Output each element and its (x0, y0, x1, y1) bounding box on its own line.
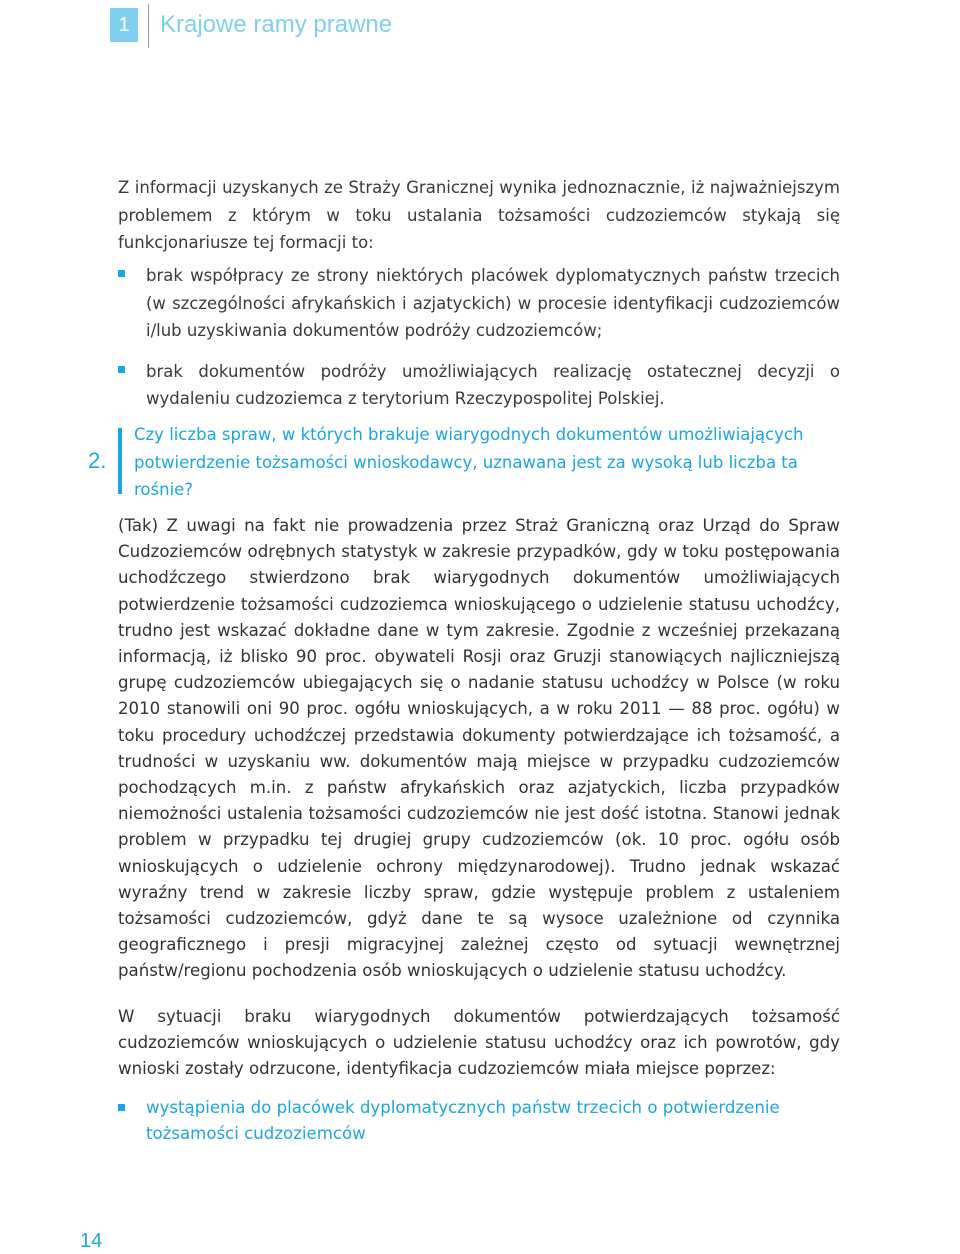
question-rule (118, 428, 122, 494)
question-text: Czy liczba spraw, w których brakuje wiarygodnych dokumentów umożliwiających potwierdzenie tożsamości wnioskodawcy, uznawana jest za wysoką lub liczba ta rośnie? (134, 425, 804, 499)
answer-paragraph: (Tak) Z uwagi na fakt nie prowadzenia przez Straż Graniczną oraz Urząd do Spraw Cudzoziemców odrębnych statystyk w zakresie przypadków, gdy w toku postępowania uchodźczego stwierdzono brak wiarygodnych dokumentów umożliwiających potwierdzenie tożsamości cudzoziemca wnioskującego o udzielenie statusu uchodźcy, trudno jest wskazać dokładne dane w tym zakresie. Zgodnie z wcześniej przekazaną informacją, iż blisko 90 proc. obywateli Rosji oraz Gruzji stanowiących najliczniejszą grupę cudzoziemców ubiegających się o nadanie statusu uchodźcy w Polsce (w roku 2010 stanowili oni 90 proc. ogółu wnioskujących, a w roku 2011 — 88 proc. ogółu) w toku procedury uchodźczej przedstawia dokumenty potwierdzające ich tożsamość, a trudności w uzyskaniu ww. dokumentów mają miejsce w przypadku cudzoziemców pochodzących m.in. z państw afrykańskich oraz azjatyckich, liczba przypadków niemożności ustalenia tożsamości cudzoziemców nie jest dość istotna. Stanowi jednak problem w przypadku tej drugiej grupy cudzoziemców (ok. 10 proc. ogółu osób wnioskujących o udzielenie ochrony międzynarodowej). Trudno jednak wskazać wyraźny trend w zakresie liczby spraw, gdzie występuje problem z ustaleniem tożsamości cudzoziemców, gdyż dane te są wysoce uzależnione od czynnika geograficznego i presji migracyjnej zależnej często od sytuacji wewnętrznej państw/regionu pochodzenia osób wnioskujących o udzielenie statusu uchodźcy. (118, 516, 840, 981)
bullet-square-icon (118, 366, 125, 373)
header-divider (148, 4, 149, 48)
chapter-number-badge: 1 (110, 8, 138, 42)
intro-paragraph: Z informacji uzyskanych ze Straży Granicznej wynika jednoznacznie, iż najważniejszym problemem z którym w toku ustalania tożsamości cudzoziemców stykają się funkcjonariusze tej formacji to: (118, 178, 840, 252)
bullet-list (118, 262, 840, 413)
chapter-title: Krajowe ramy prawne (160, 11, 393, 38)
page-number: 14 (80, 1230, 103, 1252)
highlighted-list-item (118, 1095, 840, 1147)
list-item (118, 262, 840, 345)
bullet-square-icon (118, 270, 125, 277)
question-number: 2. (88, 448, 107, 473)
list-item (118, 358, 840, 413)
body-paragraph: W sytuacji braku wiarygodnych dokumentów potwierdzających tożsamość cudzoziemców wnioskujących o udzielenie statusu uchodźcy oraz ich powrotów, gdy wnioski zostały odrzucone, identyfikacja cudzoziemców miała miejsce poprzez: (118, 1007, 840, 1079)
list-item-text: wystąpienia do placówek dyplomatycznych państw trzecich o potwierdzenie tożsamości cudzoziemców (146, 1098, 780, 1144)
list-item-text: brak współpracy ze strony niektórych placówek dyplomatycznych państw trzecich (w szczególności afrykańskich i azjatyckich) w procesie identyfikacji cudzoziemców i/lub uzyskiwania dokumentów podróży cudzoziemców; (146, 266, 840, 340)
list-item-text: brak dokumentów podróży umożliwiających realizację ostatecznej decyzji o wydaleniu cudzoziemca z terytorium Rzeczypospolitej Polskiej. (146, 361, 840, 408)
bullet-square-icon (118, 1104, 125, 1111)
